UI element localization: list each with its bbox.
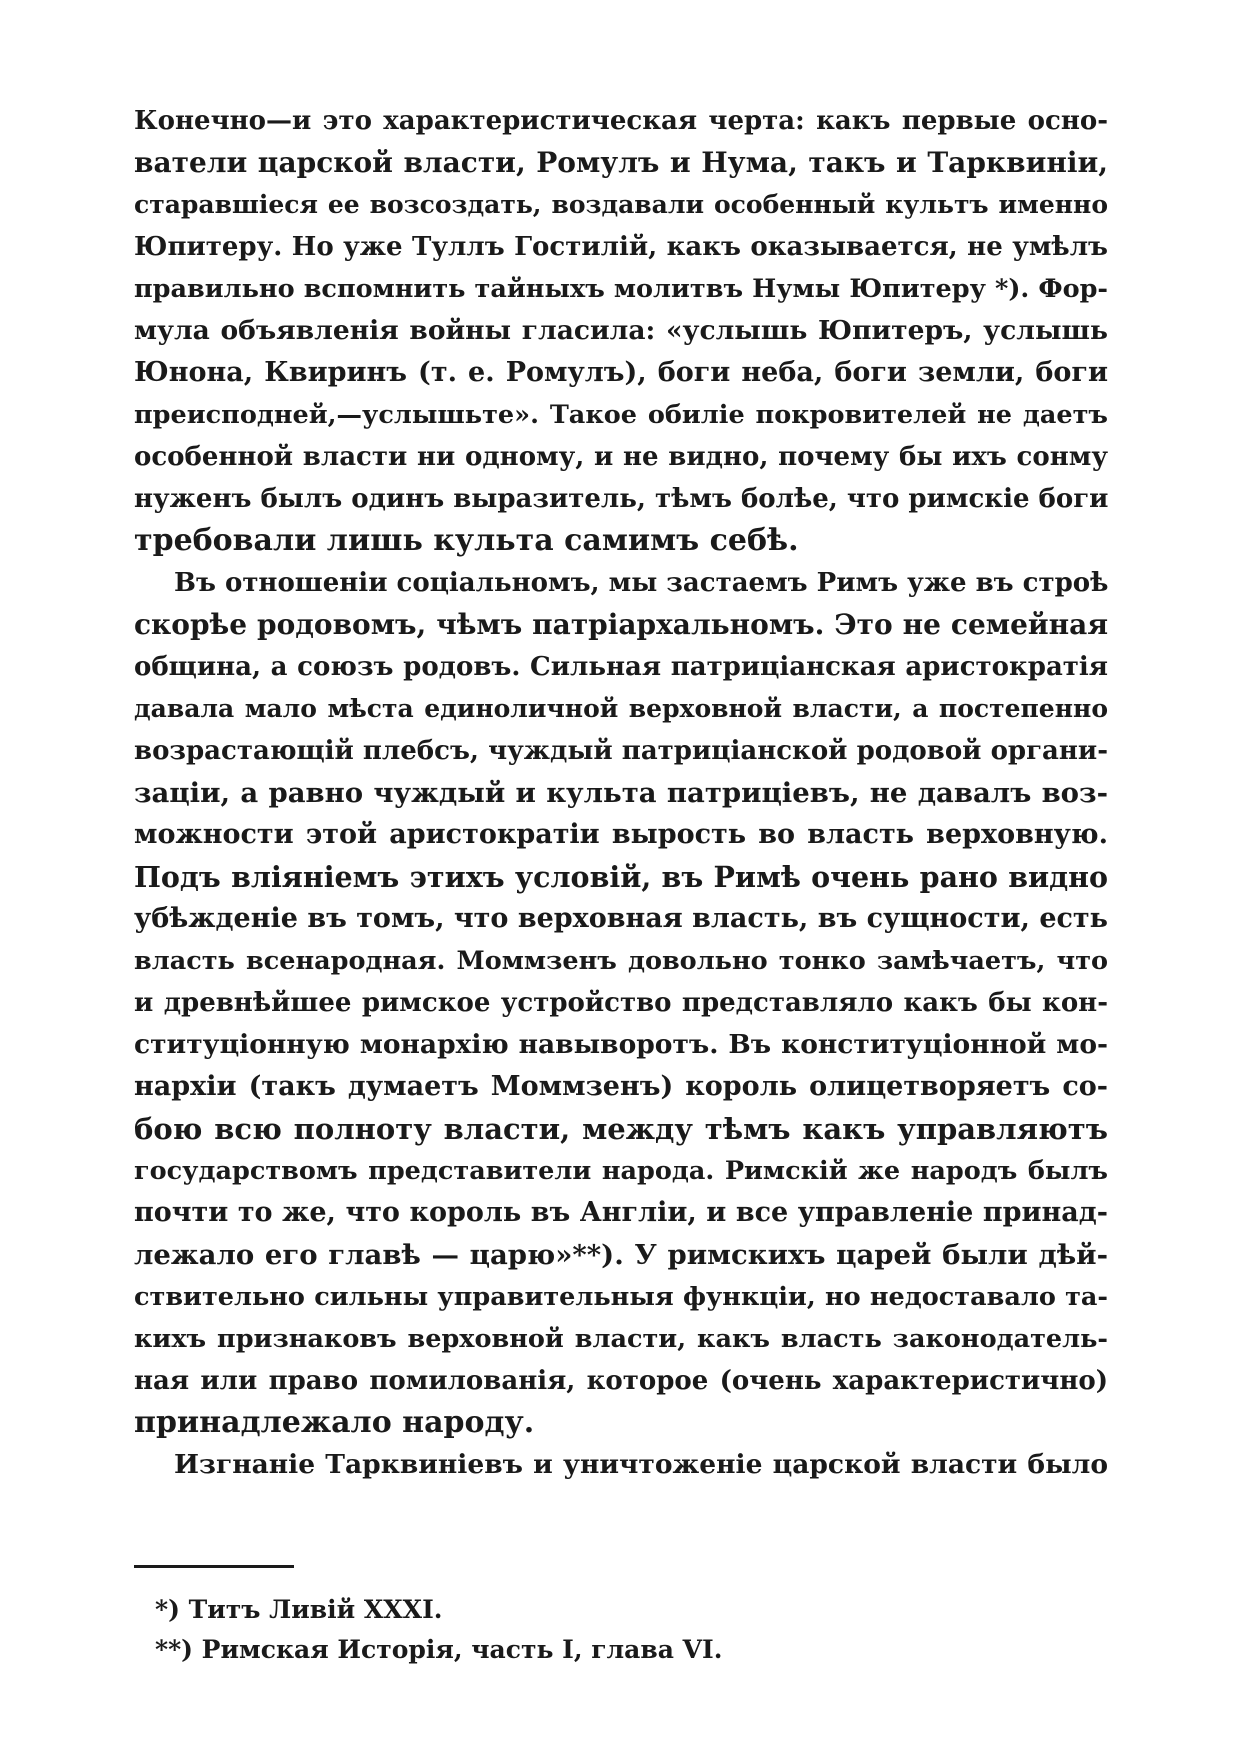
paragraph-3 [134,1444,1108,1486]
text-line: старавшіеся ее возсоздать, воздавали особенный культъ именно [134,190,1108,219]
text-line: особенной власти ни одному, и не видно, почему бы ихъ сонму [134,442,1108,472]
text-line: Изгнаніе Тарквиніевъ и уничтоженіе царской власти было [174,1449,1108,1480]
footnote-1: *) Титъ Ливій XXXI. [155,1595,443,1624]
text-line: Подъ вліяніемъ этихъ условій, въ Римѣ очень рано видно [134,860,1108,894]
text-line: нархіи (такъ думаетъ Моммзенъ) король олицетворяетъ со- [134,1071,1108,1102]
text-line: община, а союзъ родовъ. Сильная патриціанская аристократія [134,652,1108,682]
text-line: давала мало мѣста единоличной верховной власти, а постепенно [134,694,1108,723]
main-text [134,100,1108,1486]
text-line: ватели царской власти, Ромулъ и Нума, такъ и Тарквиніи, [134,146,1108,179]
text-line: возрастающій плебсъ, чуждый патриціанской родовой органи- [134,736,1108,766]
text-line: заціи, а равно чуждый и культа патриціевъ, не давалъ воз- [134,777,1108,809]
text-line: лежало его главѣ — царю»**). У римскихъ царей были дѣй- [134,1239,1108,1271]
text-line: ная или право помилованія, которое (очень характеристично) [134,1366,1108,1396]
text-line: государствомъ представители народа. Римскій же народъ былъ [134,1156,1108,1186]
text-line: почти то же, что король въ Англіи, и все управленіе принад- [134,1197,1108,1228]
text-line: правильно вспомнить тайныхъ молитвъ Нумы Юпитеру *). Фор- [134,274,1108,304]
text-line: ствительно сильны управительныя функціи, но недоставало та- [134,1282,1108,1312]
text-line: принадлежало народу. [134,1405,535,1440]
footnotes [155,1590,1055,1670]
text-line: власть всенародная. Моммзенъ довольно тонко замѣчаетъ, что [134,946,1108,976]
text-line: убѣжденіе въ томъ, что верховная власть, въ сущности, есть [134,903,1108,934]
footnote-divider [134,1565,294,1568]
footnote-2: **) Римская Исторія, часть I, глава VI. [155,1635,723,1664]
text-line: кихъ признаковъ верховной власти, какъ власть законодатель- [134,1324,1108,1354]
text-line: Конечно—и это характеристическая черта: какъ первые осно- [134,106,1108,136]
text-line: требовали лишь культа самимъ себѣ. [134,523,799,558]
text-line: ституціонную монархію навыворотъ. Въ конституціонной мо- [134,1029,1108,1060]
text-line: нуженъ былъ одинъ выразитель, тѣмъ болѣе, что римскіе боги [134,484,1109,514]
text-line: можности этой аристократіи вырость во власть верховную. [134,819,1108,850]
text-line: бою всю полноту власти, между тѣмъ какъ управляютъ [134,1112,1108,1146]
paragraph-2 [134,562,1108,1444]
text-line: скорѣе родовомъ, чѣмъ патріархальномъ. Это не семейная [134,608,1108,641]
text-line: преисподней,—услышьте». Такое обиліе покровителей не даетъ [134,400,1108,430]
text-line: и древнѣйшее римское устройство представляло какъ бы кон- [134,988,1108,1018]
text-line: мула объявленія войны гласила: «услышь Юпитеръ, услышь [134,315,1108,346]
text-line: Юпитеру. Но уже Туллъ Гостилій, какъ оказывается, не умѣлъ [134,232,1108,262]
paragraph-1 [134,100,1108,562]
text-line: Въ отношеніи соціальномъ, мы застаемъ Римъ уже въ строѣ [174,568,1109,598]
text-line: Юнона, Квиринъ (т. е. Ромулъ), боги неба, боги земли, боги [134,357,1108,388]
